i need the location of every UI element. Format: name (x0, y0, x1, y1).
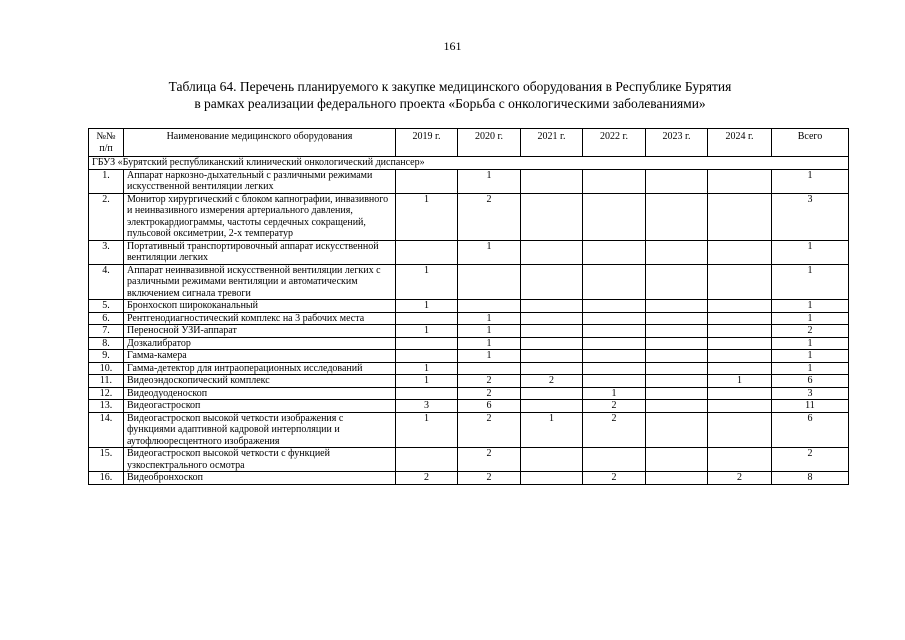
cell-2020 (458, 264, 521, 300)
header-total: Всего (772, 129, 849, 157)
cell-2023 (646, 169, 708, 193)
cell-2021 (521, 448, 583, 472)
row-number: 11. (89, 375, 124, 388)
cell-2022 (583, 375, 646, 388)
equipment-name: Видеогастроскоп высокой четкости с функцией узкоспектрального осмотра (124, 448, 396, 472)
header-2021: 2021 г. (521, 129, 583, 157)
cell-2022 (583, 264, 646, 300)
cell-2020: 2 (458, 375, 521, 388)
cell-2020 (458, 300, 521, 313)
cell-2022: 2 (583, 472, 646, 485)
table-row (89, 448, 849, 472)
cell-2023 (646, 300, 708, 313)
equipment-table (88, 128, 849, 485)
cell-2023 (646, 350, 708, 363)
table-row (89, 387, 849, 400)
cell-total: 3 (772, 387, 849, 400)
table-row (89, 362, 849, 375)
cell-total: 11 (772, 400, 849, 413)
cell-2024 (708, 400, 772, 413)
cell-2021 (521, 472, 583, 485)
cell-2021 (521, 387, 583, 400)
row-number: 13. (89, 400, 124, 413)
cell-2020: 1 (458, 169, 521, 193)
cell-2020: 6 (458, 400, 521, 413)
table-title-line-1: Таблица 64. Перечень планируемого к закупке медицинского оборудования в Республике Бурятия (168, 79, 732, 94)
equipment-name: Бронхоскоп ширококанальный (124, 300, 396, 313)
table-row (89, 400, 849, 413)
table-row (89, 412, 849, 448)
cell-total: 1 (772, 312, 849, 325)
cell-2024: 2 (708, 472, 772, 485)
equipment-name: Видеодуоденоскоп (124, 387, 396, 400)
equipment-name: Гамма-камера (124, 350, 396, 363)
cell-2022 (583, 325, 646, 338)
cell-2022 (583, 240, 646, 264)
row-number: 12. (89, 387, 124, 400)
row-number: 1. (89, 169, 124, 193)
cell-2019 (396, 240, 458, 264)
row-number: 4. (89, 264, 124, 300)
cell-2023 (646, 387, 708, 400)
header-name: Наименование медицинского оборудования (124, 129, 396, 157)
header-2024: 2024 г. (708, 129, 772, 157)
cell-2019: 1 (396, 193, 458, 240)
header-number (89, 129, 124, 157)
cell-2021 (521, 300, 583, 313)
cell-total: 1 (772, 240, 849, 264)
cell-2024 (708, 325, 772, 338)
cell-2022 (583, 300, 646, 313)
table-row (89, 325, 849, 338)
cell-2021 (521, 264, 583, 300)
cell-2022 (583, 169, 646, 193)
header-2023: 2023 г. (646, 129, 708, 157)
cell-2023 (646, 472, 708, 485)
row-number: 14. (89, 412, 124, 448)
table-row (89, 375, 849, 388)
cell-total: 6 (772, 412, 849, 448)
cell-2019: 1 (396, 412, 458, 448)
cell-2022: 2 (583, 412, 646, 448)
cell-2024 (708, 387, 772, 400)
table-header (89, 129, 849, 157)
table-row (89, 472, 849, 485)
cell-2020 (458, 362, 521, 375)
cell-total: 1 (772, 300, 849, 313)
equipment-name: Аппарат наркозно-дыхательный с различными режимами искусственной вентиляции легких (124, 169, 396, 193)
organization-name: ГБУЗ «Бурятский республиканский клинический онкологический диспансер» (89, 157, 849, 170)
cell-2019 (396, 169, 458, 193)
equipment-name: Видеогастроскоп (124, 400, 396, 413)
header-row (89, 129, 849, 157)
equipment-name: Дозкалибратор (124, 337, 396, 350)
header-number-line-2: п/п (99, 142, 113, 154)
cell-2022: 1 (583, 387, 646, 400)
cell-2023 (646, 240, 708, 264)
cell-2022 (583, 362, 646, 375)
cell-2024 (708, 300, 772, 313)
cell-2022 (583, 337, 646, 350)
cell-2021 (521, 325, 583, 338)
table-body (89, 157, 849, 485)
cell-2019 (396, 312, 458, 325)
cell-2020: 1 (458, 240, 521, 264)
cell-2023 (646, 325, 708, 338)
equipment-name: Монитор хирургический с блоком капнографии, инвазивного и неинвазивного измерения артериального давления, электрокардиограммы, частоты сердечных сокращений, пульсовой оксиметрии, 2-х температур (124, 193, 396, 240)
cell-2019: 1 (396, 375, 458, 388)
cell-2022 (583, 193, 646, 240)
row-number: 15. (89, 448, 124, 472)
cell-2023 (646, 193, 708, 240)
cell-total: 1 (772, 362, 849, 375)
row-number: 7. (89, 325, 124, 338)
cell-2019: 3 (396, 400, 458, 413)
cell-2020: 1 (458, 325, 521, 338)
cell-2023 (646, 337, 708, 350)
cell-total: 8 (772, 472, 849, 485)
cell-2024 (708, 240, 772, 264)
cell-2019 (396, 337, 458, 350)
cell-total: 2 (772, 448, 849, 472)
table-title-line-2: в рамках реализации федерального проекта «Борьба с онкологическими заболеваниями» (194, 96, 706, 111)
cell-2020: 2 (458, 448, 521, 472)
cell-2021 (521, 312, 583, 325)
row-number: 8. (89, 337, 124, 350)
cell-2024: 1 (708, 375, 772, 388)
cell-2024 (708, 337, 772, 350)
cell-2023 (646, 362, 708, 375)
header-number-line-1: №№ (96, 131, 116, 142)
equipment-name: Аппарат неинвазивной искусственной вентиляции легких с различными режимами вентиляции и автоматическим включением сигнала тревоги (124, 264, 396, 300)
cell-2019 (396, 350, 458, 363)
cell-total: 3 (772, 193, 849, 240)
cell-2019: 1 (396, 362, 458, 375)
cell-2023 (646, 375, 708, 388)
equipment-name: Переносной УЗИ-аппарат (124, 325, 396, 338)
cell-2020: 2 (458, 193, 521, 240)
cell-2024 (708, 448, 772, 472)
cell-2020: 1 (458, 312, 521, 325)
cell-2024 (708, 193, 772, 240)
cell-total: 1 (772, 169, 849, 193)
table-row (89, 312, 849, 325)
cell-2022 (583, 350, 646, 363)
cell-2021 (521, 337, 583, 350)
cell-2022 (583, 312, 646, 325)
page-number: 161 (443, 39, 462, 53)
cell-2023 (646, 412, 708, 448)
table-row (89, 169, 849, 193)
row-number: 2. (89, 193, 124, 240)
row-number: 5. (89, 300, 124, 313)
table-row (89, 300, 849, 313)
table-row (89, 240, 849, 264)
cell-2024 (708, 350, 772, 363)
cell-2019 (396, 448, 458, 472)
equipment-name: Гамма-детектор для интраоперационных исследований (124, 362, 396, 375)
cell-2023 (646, 448, 708, 472)
cell-2019 (396, 387, 458, 400)
cell-2022 (583, 448, 646, 472)
header-2020: 2020 г. (458, 129, 521, 157)
cell-2019: 2 (396, 472, 458, 485)
table-title (80, 78, 820, 112)
cell-total: 1 (772, 350, 849, 363)
row-number: 3. (89, 240, 124, 264)
cell-2019: 1 (396, 325, 458, 338)
row-number: 16. (89, 472, 124, 485)
cell-2020: 2 (458, 472, 521, 485)
cell-2020: 1 (458, 337, 521, 350)
cell-2024 (708, 264, 772, 300)
cell-2023 (646, 400, 708, 413)
cell-2021 (521, 362, 583, 375)
cell-total: 1 (772, 337, 849, 350)
table-row (89, 264, 849, 300)
cell-2021: 2 (521, 375, 583, 388)
cell-total: 2 (772, 325, 849, 338)
cell-total: 6 (772, 375, 849, 388)
equipment-name: Видеоэндоскопический комплекс (124, 375, 396, 388)
cell-2024 (708, 412, 772, 448)
cell-2021 (521, 400, 583, 413)
table-row (89, 337, 849, 350)
cell-2021: 1 (521, 412, 583, 448)
cell-total: 1 (772, 264, 849, 300)
equipment-name: Рентгенодиагностический комплекс на 3 рабочих места (124, 312, 396, 325)
header-2019: 2019 г. (396, 129, 458, 157)
table-row (89, 193, 849, 240)
cell-2021 (521, 193, 583, 240)
cell-2019: 1 (396, 300, 458, 313)
cell-2023 (646, 264, 708, 300)
row-number: 6. (89, 312, 124, 325)
cell-2023 (646, 312, 708, 325)
organization-row (89, 157, 849, 170)
row-number: 10. (89, 362, 124, 375)
cell-2024 (708, 169, 772, 193)
cell-2020: 1 (458, 350, 521, 363)
cell-2020: 2 (458, 412, 521, 448)
header-2022: 2022 г. (583, 129, 646, 157)
table-row (89, 350, 849, 363)
row-number: 9. (89, 350, 124, 363)
cell-2021 (521, 169, 583, 193)
cell-2024 (708, 362, 772, 375)
equipment-name: Видеобронхоскоп (124, 472, 396, 485)
cell-2019: 1 (396, 264, 458, 300)
cell-2024 (708, 312, 772, 325)
cell-2020: 2 (458, 387, 521, 400)
cell-2021 (521, 350, 583, 363)
equipment-name: Портативный транспортировочный аппарат искусственной вентиляции легких (124, 240, 396, 264)
cell-2022: 2 (583, 400, 646, 413)
equipment-name: Видеогастроскоп высокой четкости изображения с функциями адаптивной кадровой интерполяции и аутофлюоресцентного изображения (124, 412, 396, 448)
cell-2021 (521, 240, 583, 264)
